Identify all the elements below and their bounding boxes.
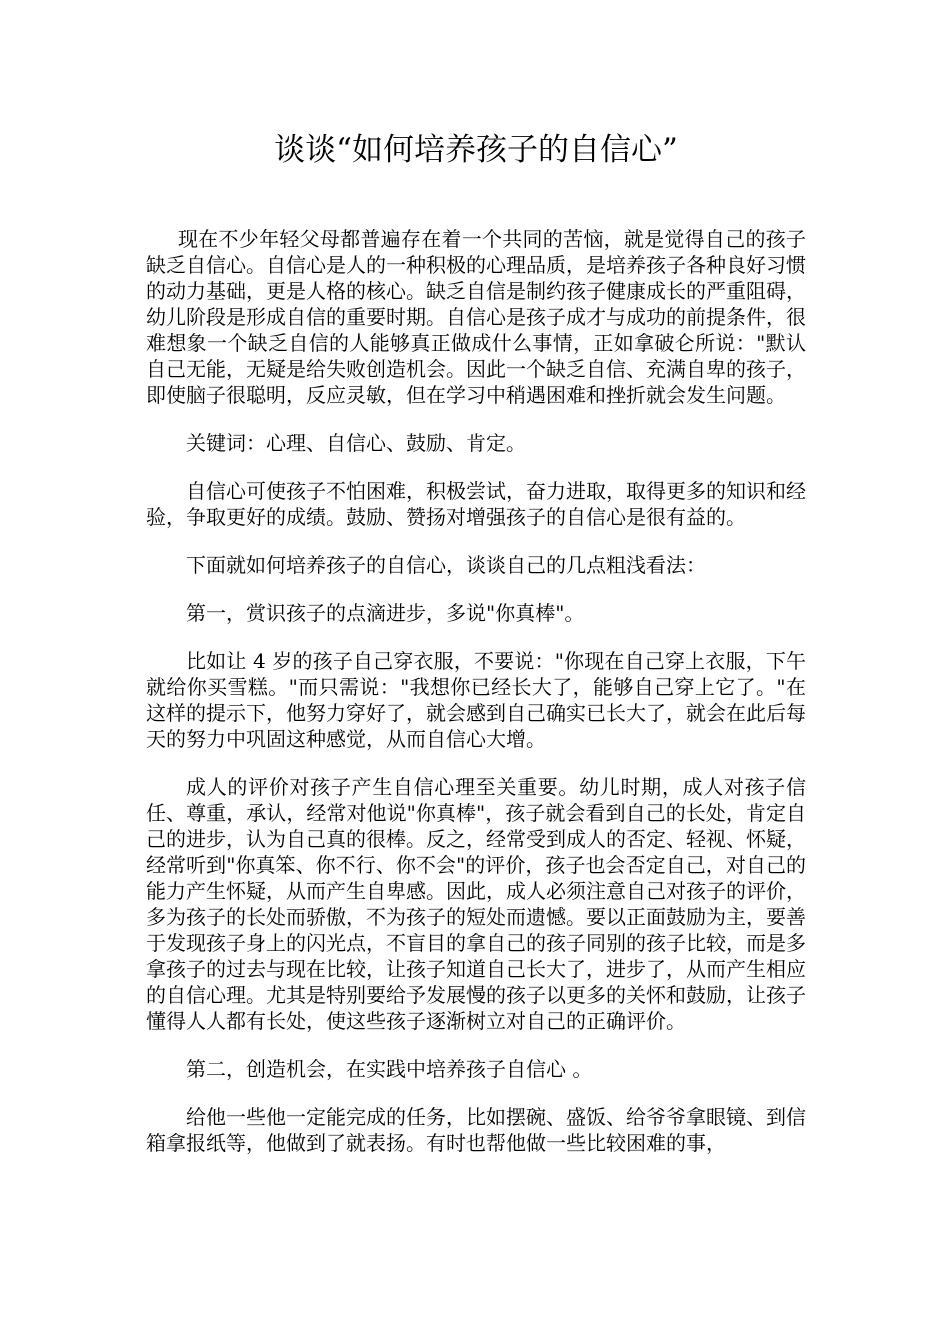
paragraph-confidence-benefits: 自信心可使孩子不怕困难，积极尝试，奋力进取，取得更多的知识和经验，争取更好的成绩。鼓励、赞扬对增强孩子的自信心是很有益的。 [146, 479, 806, 529]
paragraph-intro: 现在不少年轻父母都普遍存在着一个共同的苦恼，就是觉得自己的孩子缺乏自信心。自信心是人的一种积极的心理品质，是培养孩子各种良好习惯的动力基础，更是人格的核心。缺乏自信是制约孩子健康成长的严重阻碍，幼儿阶段是形成自信的重要时期。自信心是孩子成才与成功的前提条件，很难想象一个缺乏自信的人能够真正做成什么事情，正如拿破仑所说："默认自己无能，无疑是给失败创造机会。因此一个缺乏自信、充满自卑的孩子，即使脑子很聪明，反应灵敏，但在学习中稍遇困难和挫折就会发生问题。 [146, 227, 806, 407]
section-heading-first: 第一，赏识孩子的点滴进步，多说"你真棒"。 [186, 601, 585, 625]
document-page [146, 0, 806, 1344]
document-body [146, 226, 806, 1178]
paragraph-outline: 下面就如何培养孩子的自信心，谈谈自己的几点粗浅看法： [186, 553, 706, 577]
document-title: 谈谈“如何培养孩子的自信心” [274, 132, 678, 168]
paragraph-example: 比如让 4 岁的孩子自己穿衣服，不要说："你现在自己穿上衣服，下午就给你买雪糕。"而只需说："我想你已经长大了，能够自己穿上它了。"在这样的提示下，他努力穿好了，就会感到自己确实已长大了，就会在此后每天的努力中巩固这种感觉，从而自信心大增。 [146, 649, 806, 751]
paragraph-tasks: 给他一些他一定能完成的任务，比如摆碗、盛饭、给爷爷拿眼镜、到信箱拿报纸等，他做到了就表扬。有时也帮他做一些比较困难的事， [146, 1105, 806, 1155]
paragraph-adult-evaluation: 成人的评价对孩子产生自信心理至关重要。幼儿时期，成人对孩子信任、尊重，承认，经常对他说"你真棒"，孩子就会看到自己的长处，肯定自己的进步，认为自己真的很棒。反之，经常受到成人的否定、轻视、怀疑，经常听到"你真笨、你不行、你不会"的评价，孩子也会否定自己，对自己的能力产生怀疑，从而产生自卑感。因此，成人必须注意自己对孩子的评价，多为孩子的长处而骄傲，不为孩子的短处而遗憾。要以正面鼓励为主，要善于发现孩子身上的闪光点，不盲目的拿自己的孩子同别的孩子比较，而是多拿孩子的过去与现在比较，让孩子知道自己长大了，进步了，从而产生相应的自信心理。尤其是特别要给予发展慢的孩子以更多的关怀和鼓励，让孩子懂得人人都有长处，使这些孩子逐渐树立对自己的正确评价。 [146, 775, 806, 1033]
paragraph-keywords: 关键词：心理、自信心、鼓励、肯定。 [186, 431, 526, 455]
section-heading-second: 第二，创造机会，在实践中培养孩子自信心 。 [186, 1057, 593, 1081]
